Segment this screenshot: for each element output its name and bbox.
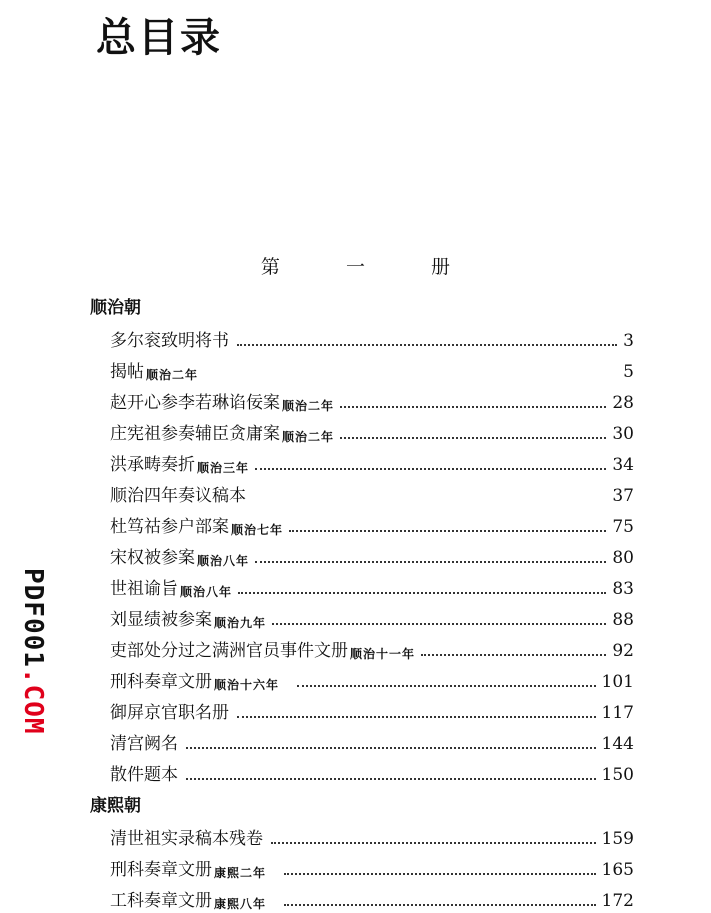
toc-entry-note: 康熙二年 <box>214 866 267 880</box>
toc-entry[interactable] <box>110 886 634 910</box>
toc-entry-note: 康熙八年 <box>214 897 267 911</box>
toc-entry[interactable] <box>110 419 634 443</box>
toc-leader-dots <box>237 716 596 718</box>
toc-entry-page: 3 <box>623 331 634 351</box>
toc-leader-dots <box>340 437 606 439</box>
toc-entry-title: 揭帖 <box>110 362 144 382</box>
watermark-text-accent: .COM <box>18 667 48 735</box>
toc-entry-title: 庄宪祖参奏辅臣贪庸案 <box>110 424 280 444</box>
toc-leader-dots <box>237 344 617 346</box>
toc-entry-page: 172 <box>601 891 634 911</box>
toc-entry-note: 顺治二年 <box>282 399 335 413</box>
toc-leader-dots <box>284 873 596 875</box>
toc-entry[interactable] <box>110 636 634 660</box>
toc-leader-dots <box>204 375 617 377</box>
watermark-text-main: PDF001 <box>18 568 48 668</box>
toc-entry-page: 159 <box>601 829 634 849</box>
toc-entry-note: 顺治二年 <box>282 430 335 444</box>
toc-entry-title: 宋权被参案 <box>110 548 195 568</box>
toc-entry[interactable] <box>110 388 634 412</box>
toc-entry-title: 吏部处分过之满洲官员事件文册 <box>110 641 348 661</box>
toc-entry-title: 杜笃祜参户部案 <box>110 517 229 537</box>
toc-leader-dots <box>255 561 606 563</box>
section-heading-shunzhi: 顺治朝 <box>90 298 141 318</box>
toc-entry-page: 5 <box>623 362 634 382</box>
toc-entry-note: 顺治九年 <box>214 616 267 630</box>
toc-entry-note: 顺治二年 <box>146 368 199 382</box>
toc-entry[interactable] <box>110 824 634 848</box>
toc-entry-page: 144 <box>601 734 634 754</box>
toc-leader-dots <box>238 592 606 594</box>
toc-leader-dots <box>186 747 596 749</box>
toc-entry-page: 101 <box>601 672 634 692</box>
toc-entry[interactable] <box>110 855 634 879</box>
volume-heading-part: 一 <box>345 256 365 278</box>
toc-leader-dots <box>284 904 596 906</box>
toc-entry-title: 刘显绩被参案 <box>110 610 212 630</box>
toc-entry[interactable] <box>110 729 634 753</box>
toc-leader-dots <box>340 406 606 408</box>
toc-entry-title: 工科奏章文册 <box>110 891 212 911</box>
volume-heading-part: 册 <box>431 256 451 278</box>
toc-entry[interactable] <box>110 574 634 598</box>
toc-entry-note: 顺治十一年 <box>350 647 416 661</box>
toc-leader-dots <box>297 685 596 687</box>
toc-entry-note: 顺治十六年 <box>214 678 280 692</box>
toc-entry[interactable] <box>110 450 634 474</box>
toc-entry-title: 世祖谕旨 <box>110 579 178 599</box>
toc-leader-dots <box>421 654 606 656</box>
toc-entry[interactable] <box>110 698 634 722</box>
toc-entry-note: 顺治三年 <box>197 461 250 475</box>
toc-leader-dots <box>255 468 606 470</box>
volume-heading <box>0 258 711 277</box>
toc-entry-page: 92 <box>612 641 634 661</box>
toc-leader-dots <box>272 623 606 625</box>
section-heading-kangxi: 康熙朝 <box>90 796 141 816</box>
toc-entry-page: 30 <box>612 424 634 444</box>
toc-entry-title: 顺治四年奏议稿本 <box>110 486 246 506</box>
toc-entry-page: 37 <box>612 486 634 506</box>
toc-entry-title: 赵开心参李若琳谄佞案 <box>110 393 280 413</box>
toc-leader-dots <box>289 530 606 532</box>
toc-entry[interactable] <box>110 481 634 505</box>
toc-entry-note: 顺治八年 <box>180 585 233 599</box>
volume-heading-part: 第 <box>260 256 280 278</box>
toc-entry[interactable] <box>110 605 634 629</box>
watermark <box>18 568 46 735</box>
toc-entry-title: 清世祖实录稿本残卷 <box>110 829 263 849</box>
toc-entry[interactable] <box>110 760 634 784</box>
toc-entry-page: 165 <box>601 860 634 880</box>
toc-entry-title: 洪承畴奏折 <box>110 455 195 475</box>
toc-entry-page: 150 <box>601 765 634 785</box>
toc-entry-page: 34 <box>612 455 634 475</box>
toc-entry-title: 多尔衮致明将书 <box>110 331 229 351</box>
toc-entry[interactable] <box>110 543 634 567</box>
toc-entry[interactable] <box>110 326 634 350</box>
toc-entry[interactable] <box>110 512 634 536</box>
toc-entry-title: 清宫阙名 <box>110 734 178 754</box>
toc-leader-dots <box>254 499 606 501</box>
toc-entry-title: 散件题本 <box>110 765 178 785</box>
toc-entry-note: 顺治八年 <box>197 554 250 568</box>
toc-entry-page: 75 <box>612 517 634 537</box>
toc-entry-page: 28 <box>612 393 634 413</box>
toc-entry-page: 83 <box>612 579 634 599</box>
page-title: 总目录 <box>96 15 222 61</box>
toc-entry[interactable] <box>110 357 634 381</box>
toc-entry-title: 御屏京官职名册 <box>110 703 229 723</box>
toc-entry-note: 顺治七年 <box>231 523 284 537</box>
toc-entry-page: 117 <box>601 703 634 723</box>
toc-entry-page: 88 <box>612 610 634 630</box>
toc-entry-title: 刑科奏章文册 <box>110 672 212 692</box>
toc-entry[interactable] <box>110 667 634 691</box>
toc-leader-dots <box>271 842 596 844</box>
toc-entry-title: 刑科奏章文册 <box>110 860 212 880</box>
toc-entry-page: 80 <box>612 548 634 568</box>
toc-leader-dots <box>186 778 596 780</box>
